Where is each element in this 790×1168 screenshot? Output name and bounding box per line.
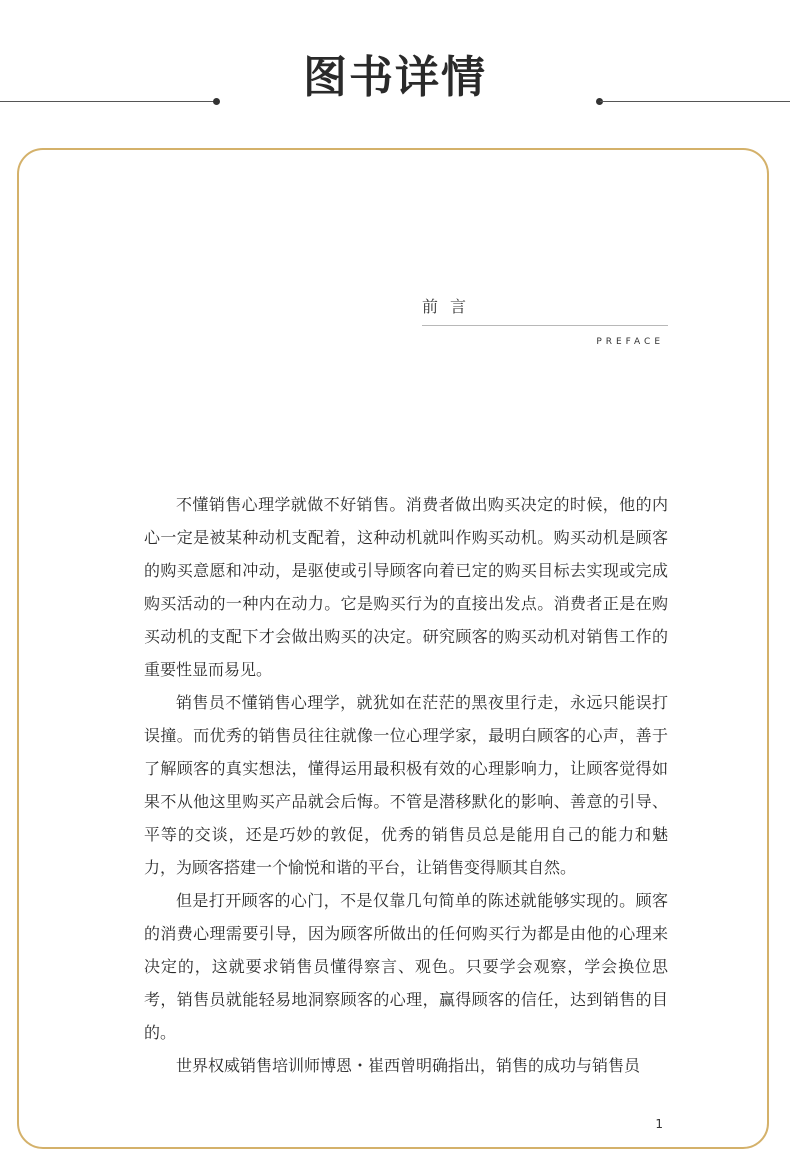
preface-title: 前言 <box>422 297 479 316</box>
page-header <box>0 0 790 140</box>
preface-body <box>144 488 668 1082</box>
book-page <box>19 150 767 1147</box>
preface-subtitle: PREFACE <box>596 337 664 347</box>
page-title: 图书详情 <box>303 52 487 103</box>
paragraph: 不懂销售心理学就做不好销售。消费者做出购买决定的时候，他的内心一定是被某种动机支配着，这种动机就叫作购买动机。购买动机是顾客的购买意愿和冲动，是驱使或引导顾客向着已定的购买目标去实现或完成购买活动的一种内在动力。它是购买行为的直接出发点。消费者正是在购买动机的支配下才会做出购买的决定。研究顾客的购买动机对销售工作的重要性显而易见。 <box>144 495 668 679</box>
paragraph: 但是打开顾客的心门，不是仅靠几句简单的陈述就能够实现的。顾客的消费心理需要引导，因为顾客所做出的任何购买行为都是由他的心理来决定的，这就要求销售员懂得察言、观色。只要学会观察，学会换位思考，销售员就能轻易地洞察顾客的心理，赢得顾客的信任，达到销售的目的。 <box>144 891 668 1042</box>
paragraph: 世界权威销售培训师博恩・崔西曾明确指出，销售的成功与销售员 <box>176 1056 641 1075</box>
book-page-frame <box>17 148 769 1149</box>
header-right-rule <box>600 101 790 102</box>
page-number: 1 <box>655 1117 663 1131</box>
preface-divider <box>422 325 668 326</box>
paragraph: 销售员不懂销售心理学，就犹如在茫茫的黑夜里行走，永远只能误打误撞。而优秀的销售员往往就像一位心理学家，最明白顾客的心声，善于了解顾客的真实想法，懂得运用最积极有效的心理影响力，让顾客觉得如果不从他这里购买产品就会后悔。不管是潜移默化的影响、善意的引导、平等的交谈，还是巧妙的敦促，优秀的销售员总是能用自己的能力和魅力，为顾客搭建一个愉悦和谐的平台，让销售变得顺其自然。 <box>144 693 668 877</box>
